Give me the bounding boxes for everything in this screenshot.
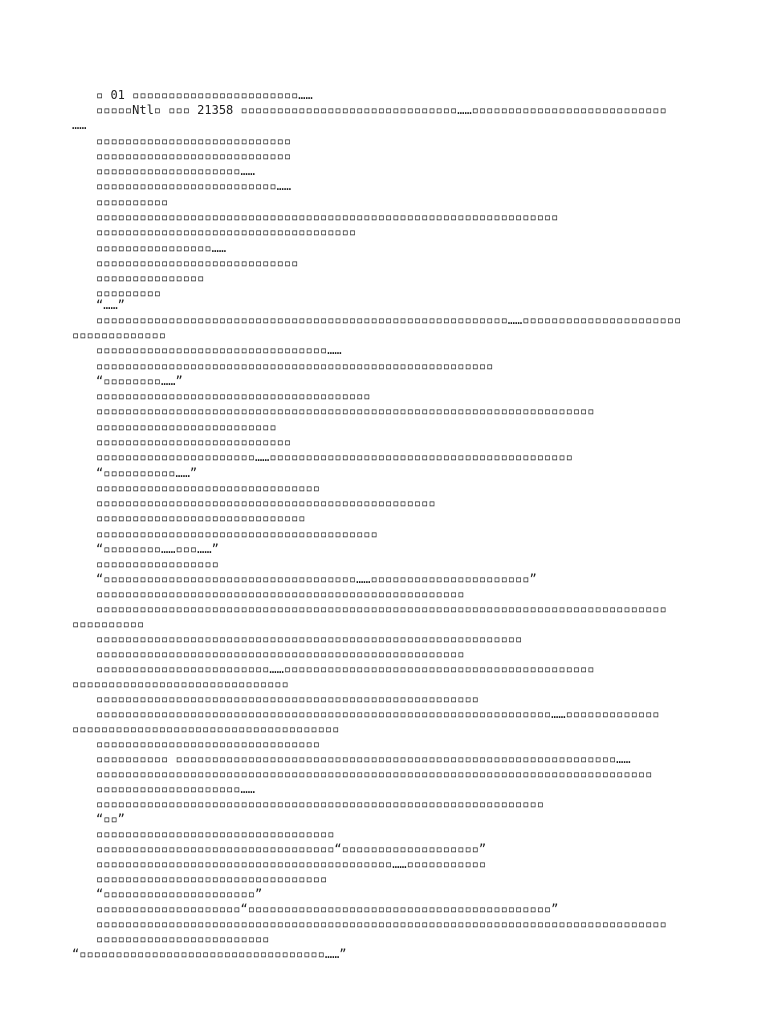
- text-line: ▫▫▫▫▫▫▫▫▫▫▫▫▫▫▫▫▫▫▫▫▫▫▫▫▫▫▫▫▫▫▫▫▫▫▫▫▫▫▫▫▫▫▫▫▫▫▫▫▫▫▫▫▫▫▫▫▫……▫▫▫▫▫▫▫▫▫▫▫▫▫▫▫▫▫▫▫▫▫▫: [96, 313, 682, 327]
- text-line: ▫▫▫▫▫▫▫▫▫▫▫▫▫▫▫▫▫▫▫▫▫▫▫▫▫▫▫▫▫▫▫▫▫▫▫▫▫▫▫▫▫▫▫▫▫▫▫▫▫▫▫▫▫▫▫: [96, 359, 494, 373]
- text-line: ▫ 01 ▫▫▫▫▫▫▫▫▫▫▫▫▫▫▫▫▫▫▫▫▫▫▫……: [96, 88, 313, 102]
- text-line: ▫▫▫▫▫▫▫▫▫▫▫▫▫▫▫: [96, 271, 205, 285]
- text-line: ▫▫▫▫▫▫▫▫▫▫: [96, 195, 169, 209]
- text-line: ▫▫▫▫▫▫▫▫▫▫▫▫▫▫▫▫▫: [96, 557, 219, 571]
- text-line: ▫▫▫▫▫▫▫▫▫▫▫▫▫▫▫▫▫▫▫▫▫▫▫▫▫▫▫▫: [96, 256, 299, 270]
- text-line: ▫▫▫▫▫▫▫▫▫▫▫▫▫▫▫▫▫▫▫▫▫▫▫▫▫▫▫▫▫▫▫▫▫▫▫▫▫▫▫▫▫▫▫▫▫▫▫▫▫▫▫▫▫▫▫▫▫▫▫▫▫▫▫……▫▫▫▫▫▫▫▫▫▫▫▫▫: [96, 707, 660, 721]
- text-line: ▫▫▫▫▫▫▫▫▫▫▫▫▫▫▫▫▫▫▫▫▫▫▫▫▫▫▫▫▫▫▫▫▫▫▫▫▫▫▫▫▫▫▫▫▫▫▫▫▫▫▫▫▫▫▫▫▫▫▫▫▫▫▫▫▫▫▫▫▫▫▫▫▫▫▫▫▫: [96, 767, 653, 781]
- text-line: “……”: [96, 298, 125, 312]
- text-line: ▫▫▫▫▫▫▫▫▫: [96, 286, 162, 300]
- text-line: “▫▫▫▫▫▫▫▫▫▫……”: [96, 466, 198, 480]
- text-line: ▫▫▫▫▫▫▫▫▫▫ ▫▫▫▫▫▫▫▫▫▫▫▫▫▫▫▫▫▫▫▫▫▫▫▫▫▫▫▫▫▫▫▫▫▫▫▫▫▫▫▫▫▫▫▫▫▫▫▫▫▫▫▫▫▫▫▫▫▫▫▫▫……: [96, 752, 631, 766]
- text-line: ▫▫▫▫▫▫▫▫▫▫▫▫▫▫▫▫▫▫▫▫▫▫▫▫: [96, 932, 270, 946]
- text-line: ▫▫▫▫▫▫▫▫▫▫▫▫▫▫▫▫▫▫▫▫▫▫▫▫▫▫▫▫▫▫▫▫: [96, 872, 328, 886]
- text-line: ……: [72, 118, 87, 132]
- text-line: ▫▫▫▫▫▫▫▫▫▫▫▫▫▫▫▫▫▫▫▫▫▫▫▫▫▫▫▫▫▫▫▫▫▫▫▫▫▫▫▫▫▫▫▫▫▫▫▫▫▫▫▫▫▫▫▫▫▫▫▫▫▫▫▫: [96, 210, 559, 224]
- text-line: ▫▫▫▫▫▫▫▫▫▫▫▫▫▫▫▫▫▫▫▫▫▫▫▫▫▫▫: [96, 435, 292, 449]
- text-line: ▫▫▫▫▫▫▫▫▫▫▫▫▫▫▫▫▫▫▫▫▫▫▫▫▫▫▫▫▫▫▫▫▫▫▫▫▫▫: [96, 389, 371, 403]
- text-line: ▫▫▫▫▫▫▫▫▫▫▫▫▫▫▫▫▫▫▫▫▫▫▫▫▫▫▫: [96, 149, 292, 163]
- text-line: “▫▫▫▫▫▫▫▫……▫▫▫……”: [96, 542, 219, 556]
- text-line: ▫▫▫▫▫▫▫▫▫▫▫▫▫▫▫▫▫▫▫▫▫▫▫▫▫▫▫▫▫▫▫▫▫▫▫▫▫▫▫▫▫▫▫▫▫▫▫▫▫▫▫▫▫▫▫▫▫▫▫▫▫▫: [96, 797, 544, 811]
- text-line: ▫▫▫▫▫▫▫▫▫▫▫▫▫▫▫▫▫▫▫▫……: [96, 782, 255, 796]
- text-line: “▫▫▫▫▫▫▫▫▫▫▫▫▫▫▫▫▫▫▫▫▫”: [96, 887, 263, 901]
- text-line: “▫▫▫▫▫▫▫▫▫▫▫▫▫▫▫▫▫▫▫▫▫▫▫▫▫▫▫▫▫▫▫▫▫▫▫……▫▫▫▫▫▫▫▫▫▫▫▫▫▫▫▫▫▫▫▫▫▫”: [96, 572, 537, 586]
- text-line: ▫▫▫▫▫▫▫▫▫▫▫▫▫▫▫▫▫▫▫▫“▫▫▫▫▫▫▫▫▫▫▫▫▫▫▫▫▫▫▫▫▫▫▫▫▫▫▫▫▫▫▫▫▫▫▫▫▫▫▫▫▫▫”: [96, 902, 559, 916]
- text-line: ▫▫▫▫▫▫▫▫▫▫▫▫▫▫▫▫▫▫▫▫▫▫▫▫▫▫▫▫▫▫▫▫▫“▫▫▫▫▫▫▫▫▫▫▫▫▫▫▫▫▫▫▫”: [96, 842, 487, 856]
- text-line: “▫▫▫▫▫▫▫▫……”: [96, 374, 183, 388]
- text-line: ▫▫▫▫▫▫▫▫▫▫▫▫▫▫▫▫▫▫▫▫▫▫▫▫▫▫▫▫▫▫▫▫▫▫▫▫▫▫▫▫▫▫▫▫▫▫▫▫▫▫▫▫▫▫▫▫▫▫▫▫▫▫▫▫▫▫▫▫▫▫▫▫▫▫▫▫▫▫▫: [96, 917, 667, 931]
- text-line: ▫▫▫▫▫▫▫▫▫▫▫▫▫▫▫▫▫▫▫▫▫▫▫▫▫▫▫▫▫▫▫▫▫▫▫▫▫▫▫▫▫▫▫▫▫▫▫▫▫▫▫: [96, 587, 465, 601]
- text-line: ▫▫▫▫▫▫▫▫▫▫▫▫▫▫▫▫▫▫▫▫▫▫▫▫▫▫▫▫▫▫▫▫▫▫▫▫▫▫▫▫▫▫▫▫▫▫▫▫▫▫▫▫▫▫▫▫▫▫▫▫▫▫▫▫▫▫▫▫▫▫▫▫▫▫▫▫▫▫▫: [96, 602, 667, 616]
- text-line: ▫▫▫▫▫▫▫▫▫▫▫▫▫▫▫▫▫▫▫▫▫▫▫▫▫▫▫▫▫▫▫▫▫▫▫▫▫▫▫▫▫▫▫▫▫▫▫▫▫▫▫: [96, 647, 465, 661]
- text-line: ▫▫▫▫▫▫▫▫▫▫▫▫▫▫▫▫▫▫▫▫▫▫▫▫▫……: [96, 179, 292, 193]
- text-line: ▫▫▫▫▫▫▫▫▫▫▫▫▫▫▫▫▫▫▫▫▫▫▫▫▫: [96, 420, 277, 434]
- text-line: ▫▫▫▫▫▫▫▫▫▫▫▫▫▫▫▫▫▫▫▫▫▫▫▫▫▫▫▫▫▫▫▫▫▫▫▫▫▫▫▫▫▫▫▫▫▫▫▫▫▫▫▫▫▫▫▫▫▫▫: [96, 632, 523, 646]
- text-line: ▫▫▫▫▫▫▫▫▫▫▫▫▫▫▫▫▫▫▫▫▫▫▫▫▫▫▫▫▫▫▫▫▫▫▫▫: [96, 225, 357, 239]
- text-line: ▫▫▫▫▫Ntl▫ ▫▫▫ 21358 ▫▫▫▫▫▫▫▫▫▫▫▫▫▫▫▫▫▫▫▫▫▫▫▫▫▫▫▫▫▫……▫▫▫▫▫▫▫▫▫▫▫▫▫▫▫▫▫▫▫▫▫▫▫▫▫▫▫: [96, 103, 667, 117]
- text-line: “▫▫”: [96, 812, 125, 826]
- text-line: ▫▫▫▫▫▫▫▫▫▫▫▫▫▫▫▫▫▫▫▫▫▫▫▫▫▫▫▫▫▫▫▫▫: [96, 827, 335, 841]
- text-line: ▫▫▫▫▫▫▫▫▫▫▫▫▫▫▫▫▫▫▫▫▫▫▫▫▫▫▫▫▫▫▫▫……: [96, 343, 342, 357]
- text-line: ▫▫▫▫▫▫▫▫▫▫▫▫▫▫▫▫▫▫▫▫▫▫▫▫▫▫▫▫▫▫▫▫▫▫▫▫▫▫▫▫▫……▫▫▫▫▫▫▫▫▫▫▫: [96, 857, 487, 871]
- text-line: ▫▫▫▫▫▫▫▫▫▫▫▫▫▫▫▫▫▫▫▫▫▫……▫▫▫▫▫▫▫▫▫▫▫▫▫▫▫▫▫▫▫▫▫▫▫▫▫▫▫▫▫▫▫▫▫▫▫▫▫▫▫▫▫▫: [96, 450, 573, 464]
- text-line: ▫▫▫▫▫▫▫▫▫▫▫▫▫▫▫▫▫▫▫▫▫▫▫▫▫▫▫▫▫▫▫▫▫▫▫▫▫▫▫: [96, 527, 378, 541]
- text-line: ▫▫▫▫▫▫▫▫▫▫▫▫▫▫▫▫▫▫▫▫▫▫▫▫▫▫▫▫▫▫▫: [96, 737, 320, 751]
- text-line: ▫▫▫▫▫▫▫▫▫▫▫▫▫▫▫▫▫▫▫▫……: [96, 164, 255, 178]
- text-line: ▫▫▫▫▫▫▫▫▫▫: [72, 617, 145, 631]
- text-line: “▫▫▫▫▫▫▫▫▫▫▫▫▫▫▫▫▫▫▫▫▫▫▫▫▫▫▫▫▫▫▫▫▫▫……”: [72, 947, 347, 961]
- text-line: ▫▫▫▫▫▫▫▫▫▫▫▫▫▫▫▫▫▫▫▫▫▫▫▫▫▫▫▫▫▫: [72, 677, 289, 691]
- text-line: ▫▫▫▫▫▫▫▫▫▫▫▫▫▫▫▫▫▫▫▫▫▫▫▫▫▫▫▫▫▫▫▫▫▫▫▫▫▫▫▫▫▫▫▫▫▫▫▫▫▫▫▫▫: [96, 692, 479, 706]
- text-line: ▫▫▫▫▫▫▫▫▫▫▫▫▫▫▫▫▫▫▫▫▫▫▫▫……▫▫▫▫▫▫▫▫▫▫▫▫▫▫▫▫▫▫▫▫▫▫▫▫▫▫▫▫▫▫▫▫▫▫▫▫▫▫▫▫▫▫▫: [96, 662, 595, 676]
- text-line: ▫▫▫▫▫▫▫▫▫▫▫▫▫: [72, 328, 166, 342]
- text-line: ▫▫▫▫▫▫▫▫▫▫▫▫▫▫▫▫▫▫▫▫▫▫▫▫▫▫▫▫▫▫▫▫▫▫▫▫▫: [72, 722, 340, 736]
- text-line: ▫▫▫▫▫▫▫▫▫▫▫▫▫▫▫▫▫▫▫▫▫▫▫▫▫▫▫▫▫▫▫▫▫▫▫▫▫▫▫▫▫▫▫▫▫▫▫▫▫▫▫▫▫▫▫▫▫▫▫▫▫▫▫▫▫▫▫▫▫: [96, 404, 595, 418]
- text-line: ▫▫▫▫▫▫▫▫▫▫▫▫▫▫▫▫▫▫▫▫▫▫▫▫▫▫▫▫▫▫▫: [96, 481, 320, 495]
- text-line: ▫▫▫▫▫▫▫▫▫▫▫▫▫▫▫▫……: [96, 241, 227, 255]
- text-line: ▫▫▫▫▫▫▫▫▫▫▫▫▫▫▫▫▫▫▫▫▫▫▫▫▫▫▫▫▫: [96, 511, 306, 525]
- text-line: ▫▫▫▫▫▫▫▫▫▫▫▫▫▫▫▫▫▫▫▫▫▫▫▫▫▫▫: [96, 134, 292, 148]
- text-line: ▫▫▫▫▫▫▫▫▫▫▫▫▫▫▫▫▫▫▫▫▫▫▫▫▫▫▫▫▫▫▫▫▫▫▫▫▫▫▫▫▫▫▫▫▫▫▫: [96, 496, 436, 510]
